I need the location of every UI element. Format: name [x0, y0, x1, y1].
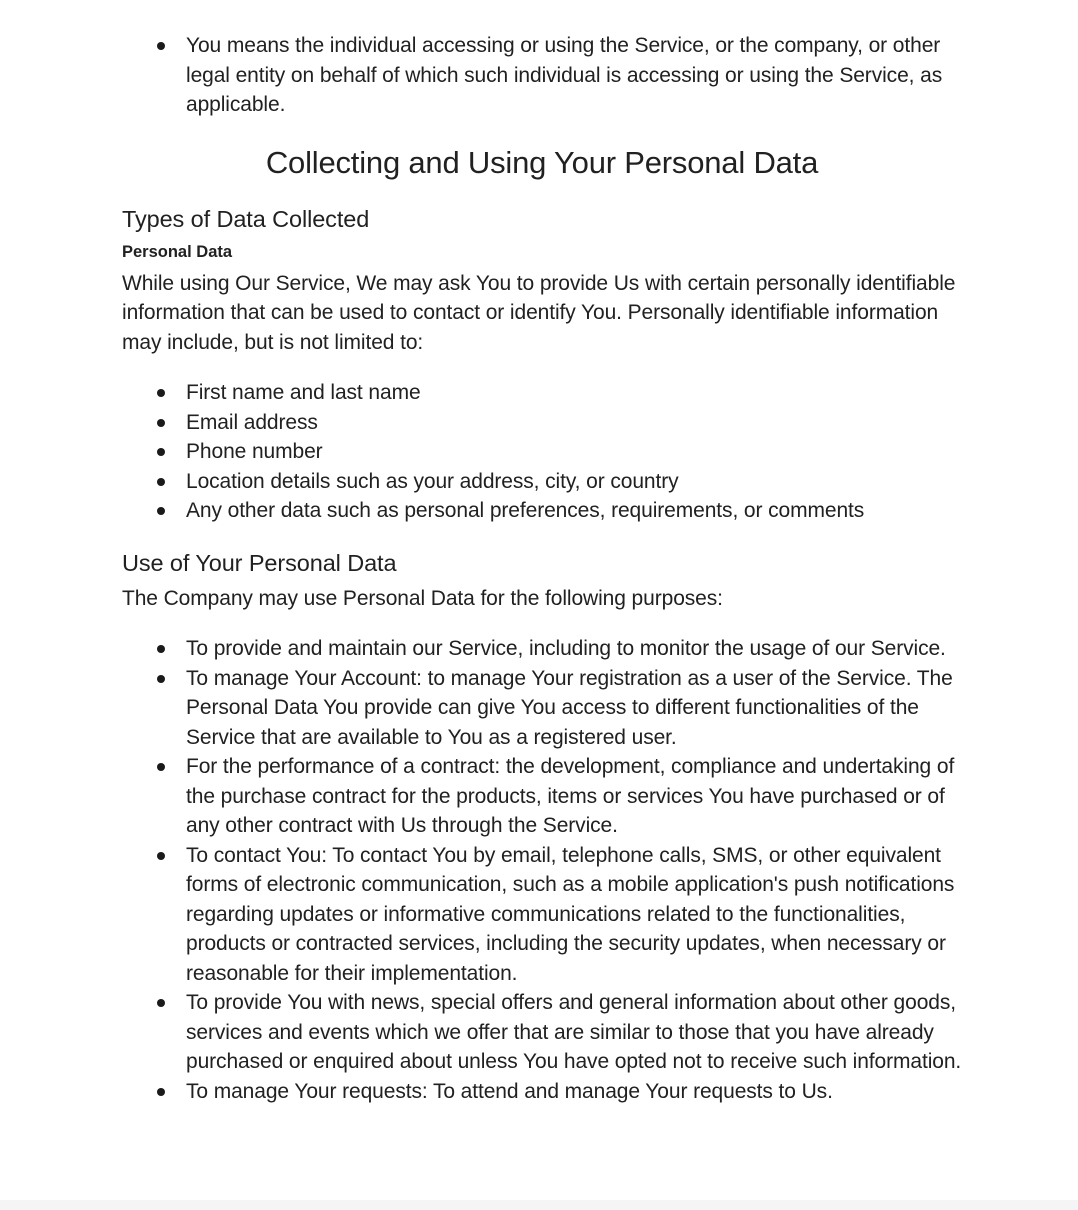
personal-data-item-other: Any other data such as personal preferences, requirements, or comments — [122, 496, 962, 526]
definition-list — [122, 31, 962, 120]
page-bottom-strip — [0, 1200, 1078, 1210]
purpose-item-contact: To contact You: To contact You by email, telephone calls, SMS, or other equivalent forms of electronic communication, such as a mobile application's push notifications regarding updates or informative communications related to the functionalities, products or contracted services, including the security updates, when necessary or reasonable for their implementation. — [122, 841, 962, 989]
personal-data-item-location: Location details such as your address, city, or country — [122, 467, 962, 497]
purpose-item-requests: To manage Your requests: To attend and manage Your requests to Us. — [122, 1077, 962, 1107]
use-of-data-section — [122, 547, 962, 1107]
personal-data-item-email: Email address — [122, 408, 962, 438]
purpose-item-contract: For the performance of a contract: the development, compliance and undertaking of the purchase contract for the products, items or services You have purchased or of any other contract with Us through the Service. — [122, 752, 962, 841]
privacy-policy-content — [122, 31, 962, 1106]
use-paragraph: The Company may use Personal Data for the following purposes: — [122, 586, 723, 610]
purpose-list — [122, 634, 962, 1106]
purpose-item-news: To provide You with news, special offers and general information about other goods, services and events which we offer that are similar to those that you have already purchased or enquired about unless You have opted not to receive such information. — [122, 988, 962, 1077]
personal-data-subheading: Personal Data — [122, 242, 233, 261]
personal-data-paragraph: While using Our Service, We may ask You to provide Us with certain personally identifiable information that can be used to contact or identify You. Personally identifiable information may include, but is not limited to: — [122, 271, 956, 354]
page-heading: Collecting and Using Your Personal Data — [265, 144, 819, 180]
personal-data-list — [122, 378, 962, 526]
purpose-item-account: To manage Your Account: to manage Your registration as a user of the Service. The Personal Data You provide can give You access to different functionalities of the Service that are available to You as a registered user. — [122, 664, 962, 753]
personal-data-item-name: First name and last name — [122, 378, 962, 408]
purpose-item-service: To provide and maintain our Service, including to monitor the usage of our Service. — [122, 634, 962, 664]
types-heading: Types of Data Collected — [122, 205, 370, 232]
types-of-data-section — [122, 203, 962, 526]
definition-item-you: You means the individual accessing or using the Service, or the company, or other legal entity on behalf of which such individual is accessing or using the Service, as applicable. — [122, 31, 962, 120]
personal-data-item-phone: Phone number — [122, 437, 962, 467]
use-heading: Use of Your Personal Data — [122, 549, 397, 576]
